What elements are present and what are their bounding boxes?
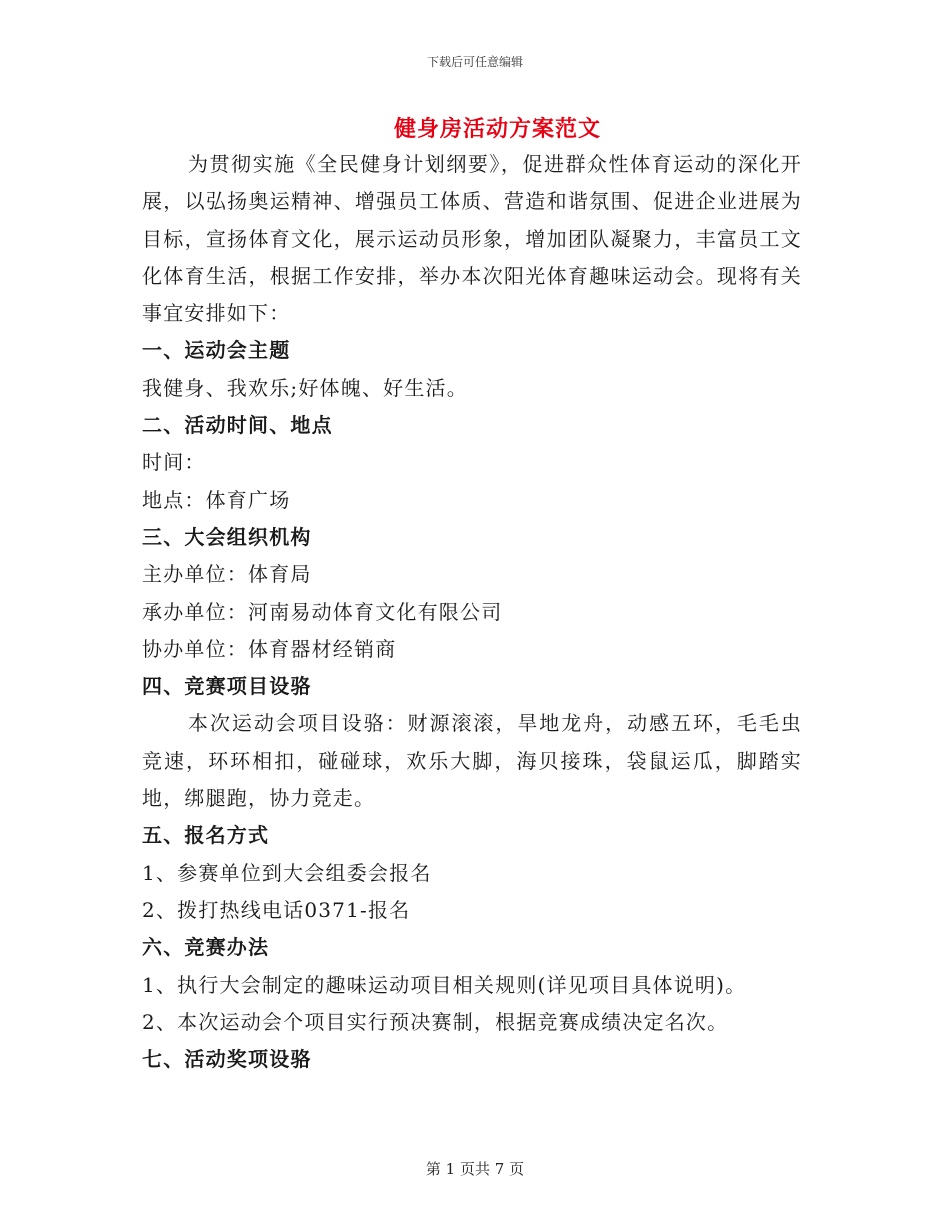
time-text: 时间： bbox=[142, 450, 206, 475]
rules-item-1: 1、执行大会制定的趣味运动项目相关规则(详见项目具体说明)。 bbox=[142, 972, 747, 997]
section-heading-competition-rules: 六、竞赛办法 bbox=[142, 935, 270, 960]
co-organizer-unit-text: 协办单位：体育器材经销商 bbox=[142, 636, 397, 661]
document-body bbox=[142, 146, 802, 1078]
section-heading-registration: 五、报名方式 bbox=[142, 823, 270, 848]
intro-paragraph: 为贯彻实施《全民健身计划纲要》，促进群众性体育运动的深化开展，以弘扬奥运精神、增强员工体质、营造和谐氛围、促进企业进展为目标，宣扬体育文化，展示运动员形象，增加团队凝聚力，丰富员工文化体育生活，根据工作安排，举办本次阳光体育趣味运动会。现将有关事宜安排如下： bbox=[142, 152, 802, 326]
host-unit-text: 主办单位：体育局 bbox=[142, 562, 312, 587]
document-title: 健身房活动方案范文 bbox=[393, 117, 601, 142]
theme-text: 我健身、我欢乐;好体魄、好生活。 bbox=[142, 375, 468, 400]
section-heading-time-place: 二、活动时间、地点 bbox=[142, 413, 333, 438]
section-heading-theme: 一、运动会主题 bbox=[142, 338, 291, 363]
section-heading-organization: 三、大会组织机构 bbox=[142, 524, 312, 549]
section-heading-events: 四、竞赛项目设骆 bbox=[142, 674, 312, 699]
place-text: 地点：体育广场 bbox=[142, 487, 291, 512]
registration-item-2: 2、拨打热线电话0371-报名 bbox=[142, 897, 411, 922]
events-paragraph: 本次运动会项目设骆：财源滚滚，旱地龙舟，动感五环，毛毛虫竞速，环环相扣，碰碰球，欢乐大脚，海贝接珠，袋鼠运瓜，脚踏实地，绑腿跑，协力竞走。 bbox=[142, 711, 802, 811]
registration-item-1: 1、参赛单位到大会组委会报名 bbox=[142, 860, 432, 885]
page-header-note: 下载后可任意编辑 bbox=[426, 55, 523, 69]
section-heading-awards: 七、活动奖项设骆 bbox=[142, 1047, 312, 1072]
page-footer-indicator: 第 1 页共 7 页 bbox=[425, 1160, 525, 1178]
organizer-unit-text: 承办单位：河南易动体育文化有限公司 bbox=[142, 599, 503, 624]
rules-item-2: 2、本次运动会个项目实行预决赛制，根据竞赛成绩决定名次。 bbox=[142, 1009, 729, 1034]
